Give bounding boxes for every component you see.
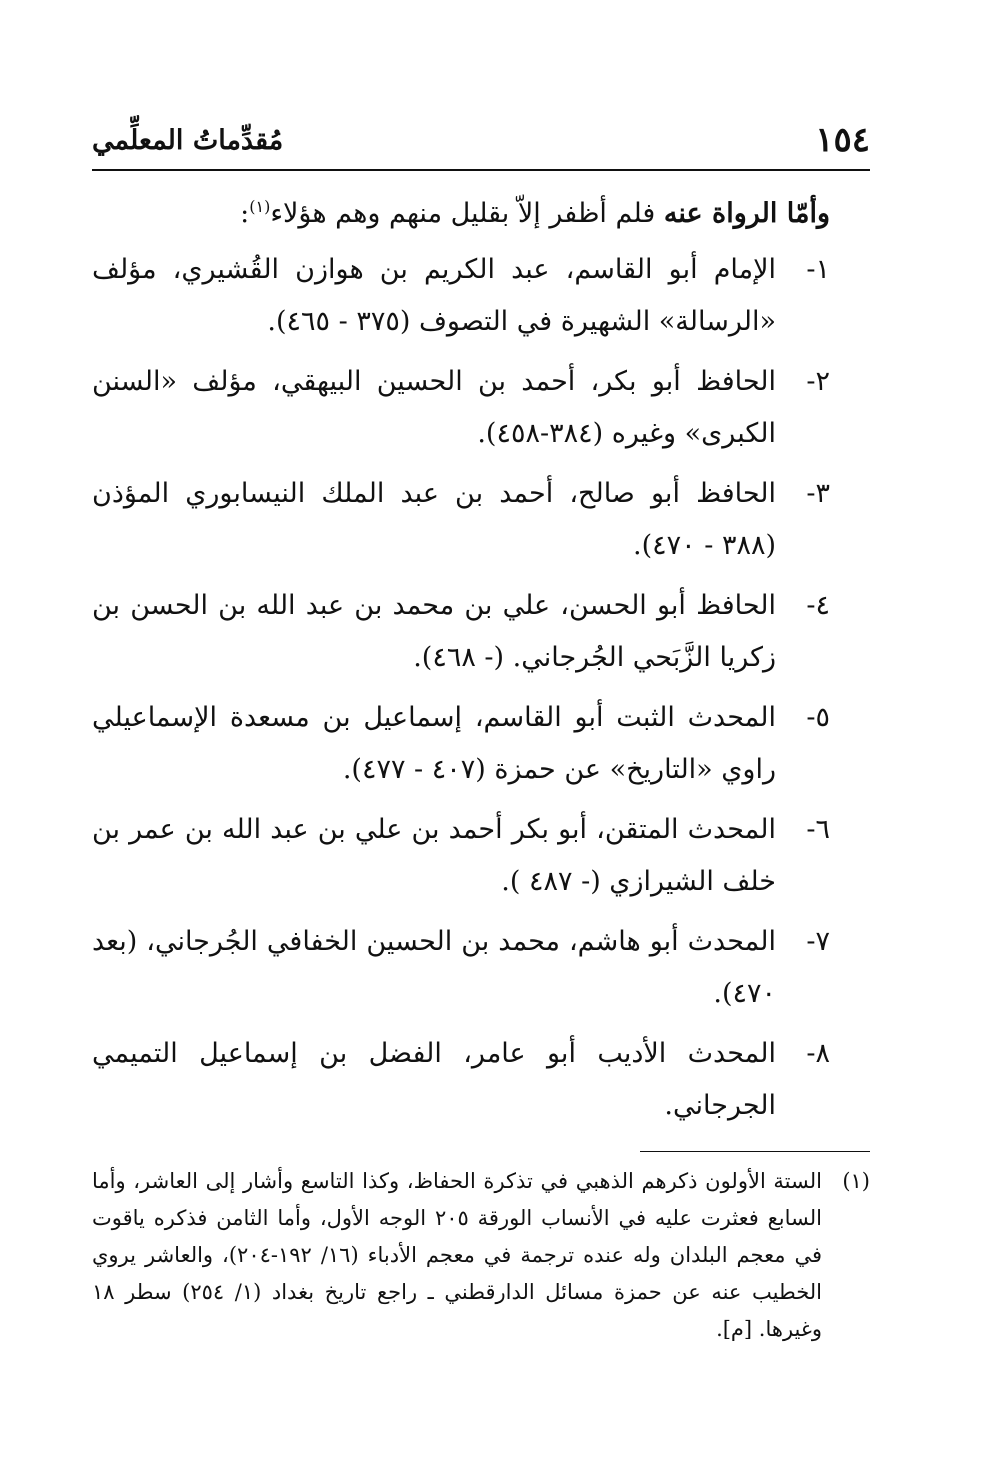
list-item — [92, 916, 830, 1020]
footnote-reference[interactable]: (١) — [249, 197, 271, 216]
item-number: ٨- — [806, 1038, 830, 1069]
item-number: ٧- — [806, 926, 830, 957]
item-number: ١- — [806, 254, 830, 285]
list-item — [92, 356, 830, 460]
item-text: المحدث أبو هاشم، محمد بن الحسين الخفافي الجُرجاني، (بعد ٤٧٠). — [92, 926, 776, 1009]
main-text — [92, 190, 830, 1140]
list-item — [92, 580, 830, 684]
item-text: المحدث المتقن، أبو بكر أحمد بن علي بن عبد الله بن عمر بن خلف الشيرازي (- ٤٨٧ ). — [92, 814, 776, 897]
item-number: ٦- — [806, 814, 830, 845]
item-number: ٤- — [806, 590, 830, 621]
list-item — [92, 1028, 830, 1132]
item-text: الحافظ أبو الحسن، علي بن محمد بن عبد الله بن الحسن بن زكريا الزَّبَحي الجُرجاني. (- ٤٦٨). — [92, 590, 776, 673]
list-item — [92, 692, 830, 796]
list-item — [92, 244, 830, 348]
footnote-rule — [640, 1151, 870, 1152]
narrators-list — [92, 244, 830, 1132]
item-number: ٢- — [806, 366, 830, 397]
header-rule — [92, 169, 870, 171]
item-text: الحافظ أبو بكر، أحمد بن الحسين البيهقي، مؤلف «السنن الكبرى» وغيره (٣٨٤-٤٥٨). — [92, 366, 776, 449]
footnote — [92, 1163, 870, 1348]
item-number: ٣- — [806, 478, 830, 509]
footnote-text: الستة الأولون ذكرهم الذهبي في تذكرة الحفاظ، وكذا التاسع وأشار إلى العاشر، وأما السابع فعثرت عليه في الأنساب الورقة ٢٠٥ الوجه الأول، وأما الثامن فذكره ياقوت في معجم البلدان وله عنده ترجمة في معجم الأدباء (١٦/ ١٩٢-٢٠٤)، والعاشر يروي الخطيب عنه عن حمزة مسائل الدارقطني ـ راجع تاريخ بغداد (١/ ٢٥٤) سطر ١٨ وغيرها. [م]. — [92, 1169, 823, 1341]
item-number: ٥- — [806, 702, 830, 733]
page-header — [92, 118, 870, 162]
item-text: المحدث الأديب أبو عامر، الفضل بن إسماعيل التميمي الجرجاني. — [92, 1038, 776, 1121]
intro-tail: : — [240, 198, 250, 229]
page-number: ١٥٤ — [815, 120, 870, 160]
running-title: مُقدِّماتُ المعلِّمي — [92, 124, 284, 156]
list-item — [92, 468, 830, 572]
footnote-mark: (١) — [842, 1169, 870, 1193]
list-item — [92, 804, 830, 908]
intro-paragraph — [92, 190, 830, 238]
item-text: الحافظ أبو صالح، أحمد بن عبد الملك النيسابوري المؤذن (٣٨٨ - ٤٧٠). — [92, 478, 776, 561]
intro-rest: فلم أظفر إلاّ بقليل منهم وهم هؤلاء — [270, 198, 664, 229]
intro-lead: وأمّا الرواة عنه — [663, 198, 830, 229]
item-text: الإمام أبو القاسم، عبد الكريم بن هوازن القُشيري، مؤلف «الرسالة» الشهيرة في التصوف (٣٧٥ - ٤٦٥). — [92, 254, 776, 337]
item-text: المحدث الثبت أبو القاسم، إسماعيل بن مسعدة الإسماعيلي راوي «التاريخ» عن حمزة (٤٠٧ - ٤٧٧). — [92, 702, 776, 785]
